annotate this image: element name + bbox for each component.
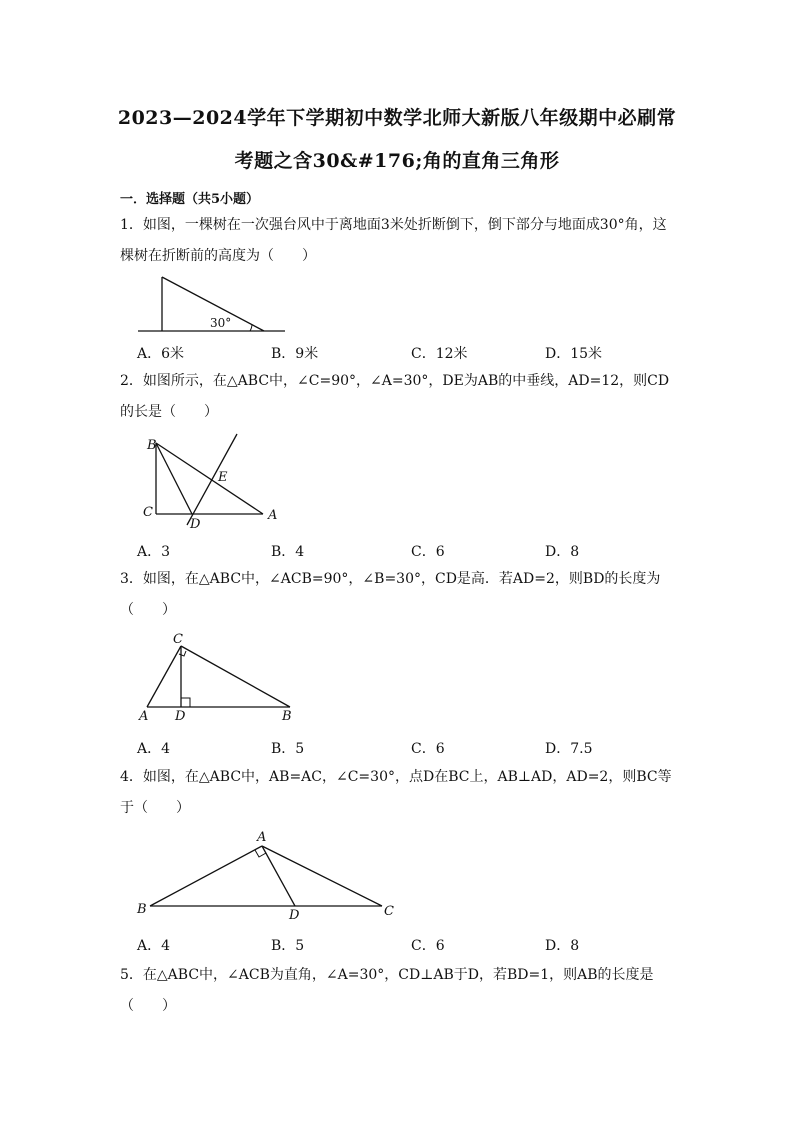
right-angle-mark-d	[181, 698, 190, 707]
label-d: D	[289, 908, 300, 923]
question-4-stem: 4．如图，在△ABC中，AB=AC，∠C=30°，点D在BC上，AB⊥AD，AD=2，则BC等于（ ）	[120, 769, 672, 816]
q3-option-d[interactable]: D．7.5	[545, 741, 593, 757]
question-5-stem: 5．在△ABC中，∠ACB为直角，∠A=30°，CD⊥AB于D，若BD=1，则AB的长度是（ ）	[120, 967, 654, 1014]
label-d: D	[175, 709, 186, 724]
label-d: D	[190, 517, 201, 532]
side-ba	[156, 443, 263, 514]
question-1-figure	[130, 270, 300, 340]
question-2-options	[137, 541, 697, 561]
label-a: A	[268, 508, 278, 523]
q1-option-a[interactable]: A．6米	[137, 346, 185, 362]
question-2-figure	[135, 430, 285, 535]
question-4-options	[137, 935, 697, 955]
q2-option-b[interactable]: B．4	[271, 544, 305, 560]
label-c: C	[173, 632, 183, 647]
label-a: A	[257, 830, 267, 845]
q3-option-b[interactable]: B．5	[271, 741, 305, 757]
segment-ad	[262, 846, 295, 906]
label-b: B	[137, 902, 147, 917]
question-1-stem: 1．如图，一棵树在一次强台风中于离地面3米处折断倒下，倒下部分与地面成30°角，这棵树在折断前的高度为（ ）	[120, 217, 667, 264]
question-3-stem: 3．如图，在△ABC中，∠ACB=90°，∠B=30°，CD是高．若AD=2，则BD的长度为（ ）	[120, 571, 661, 618]
question-3-figure	[135, 630, 305, 725]
side-ac	[147, 646, 181, 707]
q4-option-b[interactable]: B．5	[271, 938, 305, 954]
right-angle-mark-c	[179, 651, 186, 656]
q1-option-c[interactable]: C．12米	[411, 346, 468, 362]
q1-option-d[interactable]: D．15米	[545, 346, 603, 362]
perpendicular-bisector	[187, 434, 237, 525]
question-4-figure	[135, 828, 400, 923]
q4-option-a[interactable]: A．4	[137, 938, 171, 954]
segment-bd	[156, 443, 192, 514]
q3-option-c[interactable]: C．6	[411, 741, 445, 757]
q2-option-d[interactable]: D．8	[545, 544, 580, 560]
q4-option-c[interactable]: C．6	[411, 938, 445, 954]
question-3-options	[137, 738, 697, 758]
side-cb	[181, 646, 290, 707]
question-2-stem: 2．如图所示，在△ABC中，∠C=90°，∠A=30°，DE为AB的中垂线，AD=12，则CD的长是（ ）	[120, 373, 670, 420]
side-ba	[150, 846, 262, 906]
label-e: E	[218, 470, 228, 485]
q3-option-a[interactable]: A．4	[137, 741, 171, 757]
document-title-line2: 考题之含30&#176;角的直角三角形	[234, 150, 560, 172]
q2-option-c[interactable]: C．6	[411, 544, 445, 560]
label-b: B	[147, 438, 157, 453]
side-ac	[262, 846, 382, 906]
document-title-line1: 2023—2024学年下学期初中数学北师大新版八年级期中必刷常	[117, 107, 677, 129]
section-heading: 一．选择题（共5小题）	[120, 192, 260, 207]
angle-label: 30°	[210, 316, 232, 330]
q1-option-b[interactable]: B．9米	[271, 346, 319, 362]
q2-option-a[interactable]: A．3	[137, 544, 171, 560]
q4-option-d[interactable]: D．8	[545, 938, 580, 954]
label-a: A	[139, 709, 149, 724]
question-1-options	[137, 343, 697, 363]
label-b: B	[282, 709, 292, 724]
label-c: C	[384, 904, 394, 919]
label-c: C	[143, 505, 153, 520]
angle-arc	[250, 324, 252, 331]
